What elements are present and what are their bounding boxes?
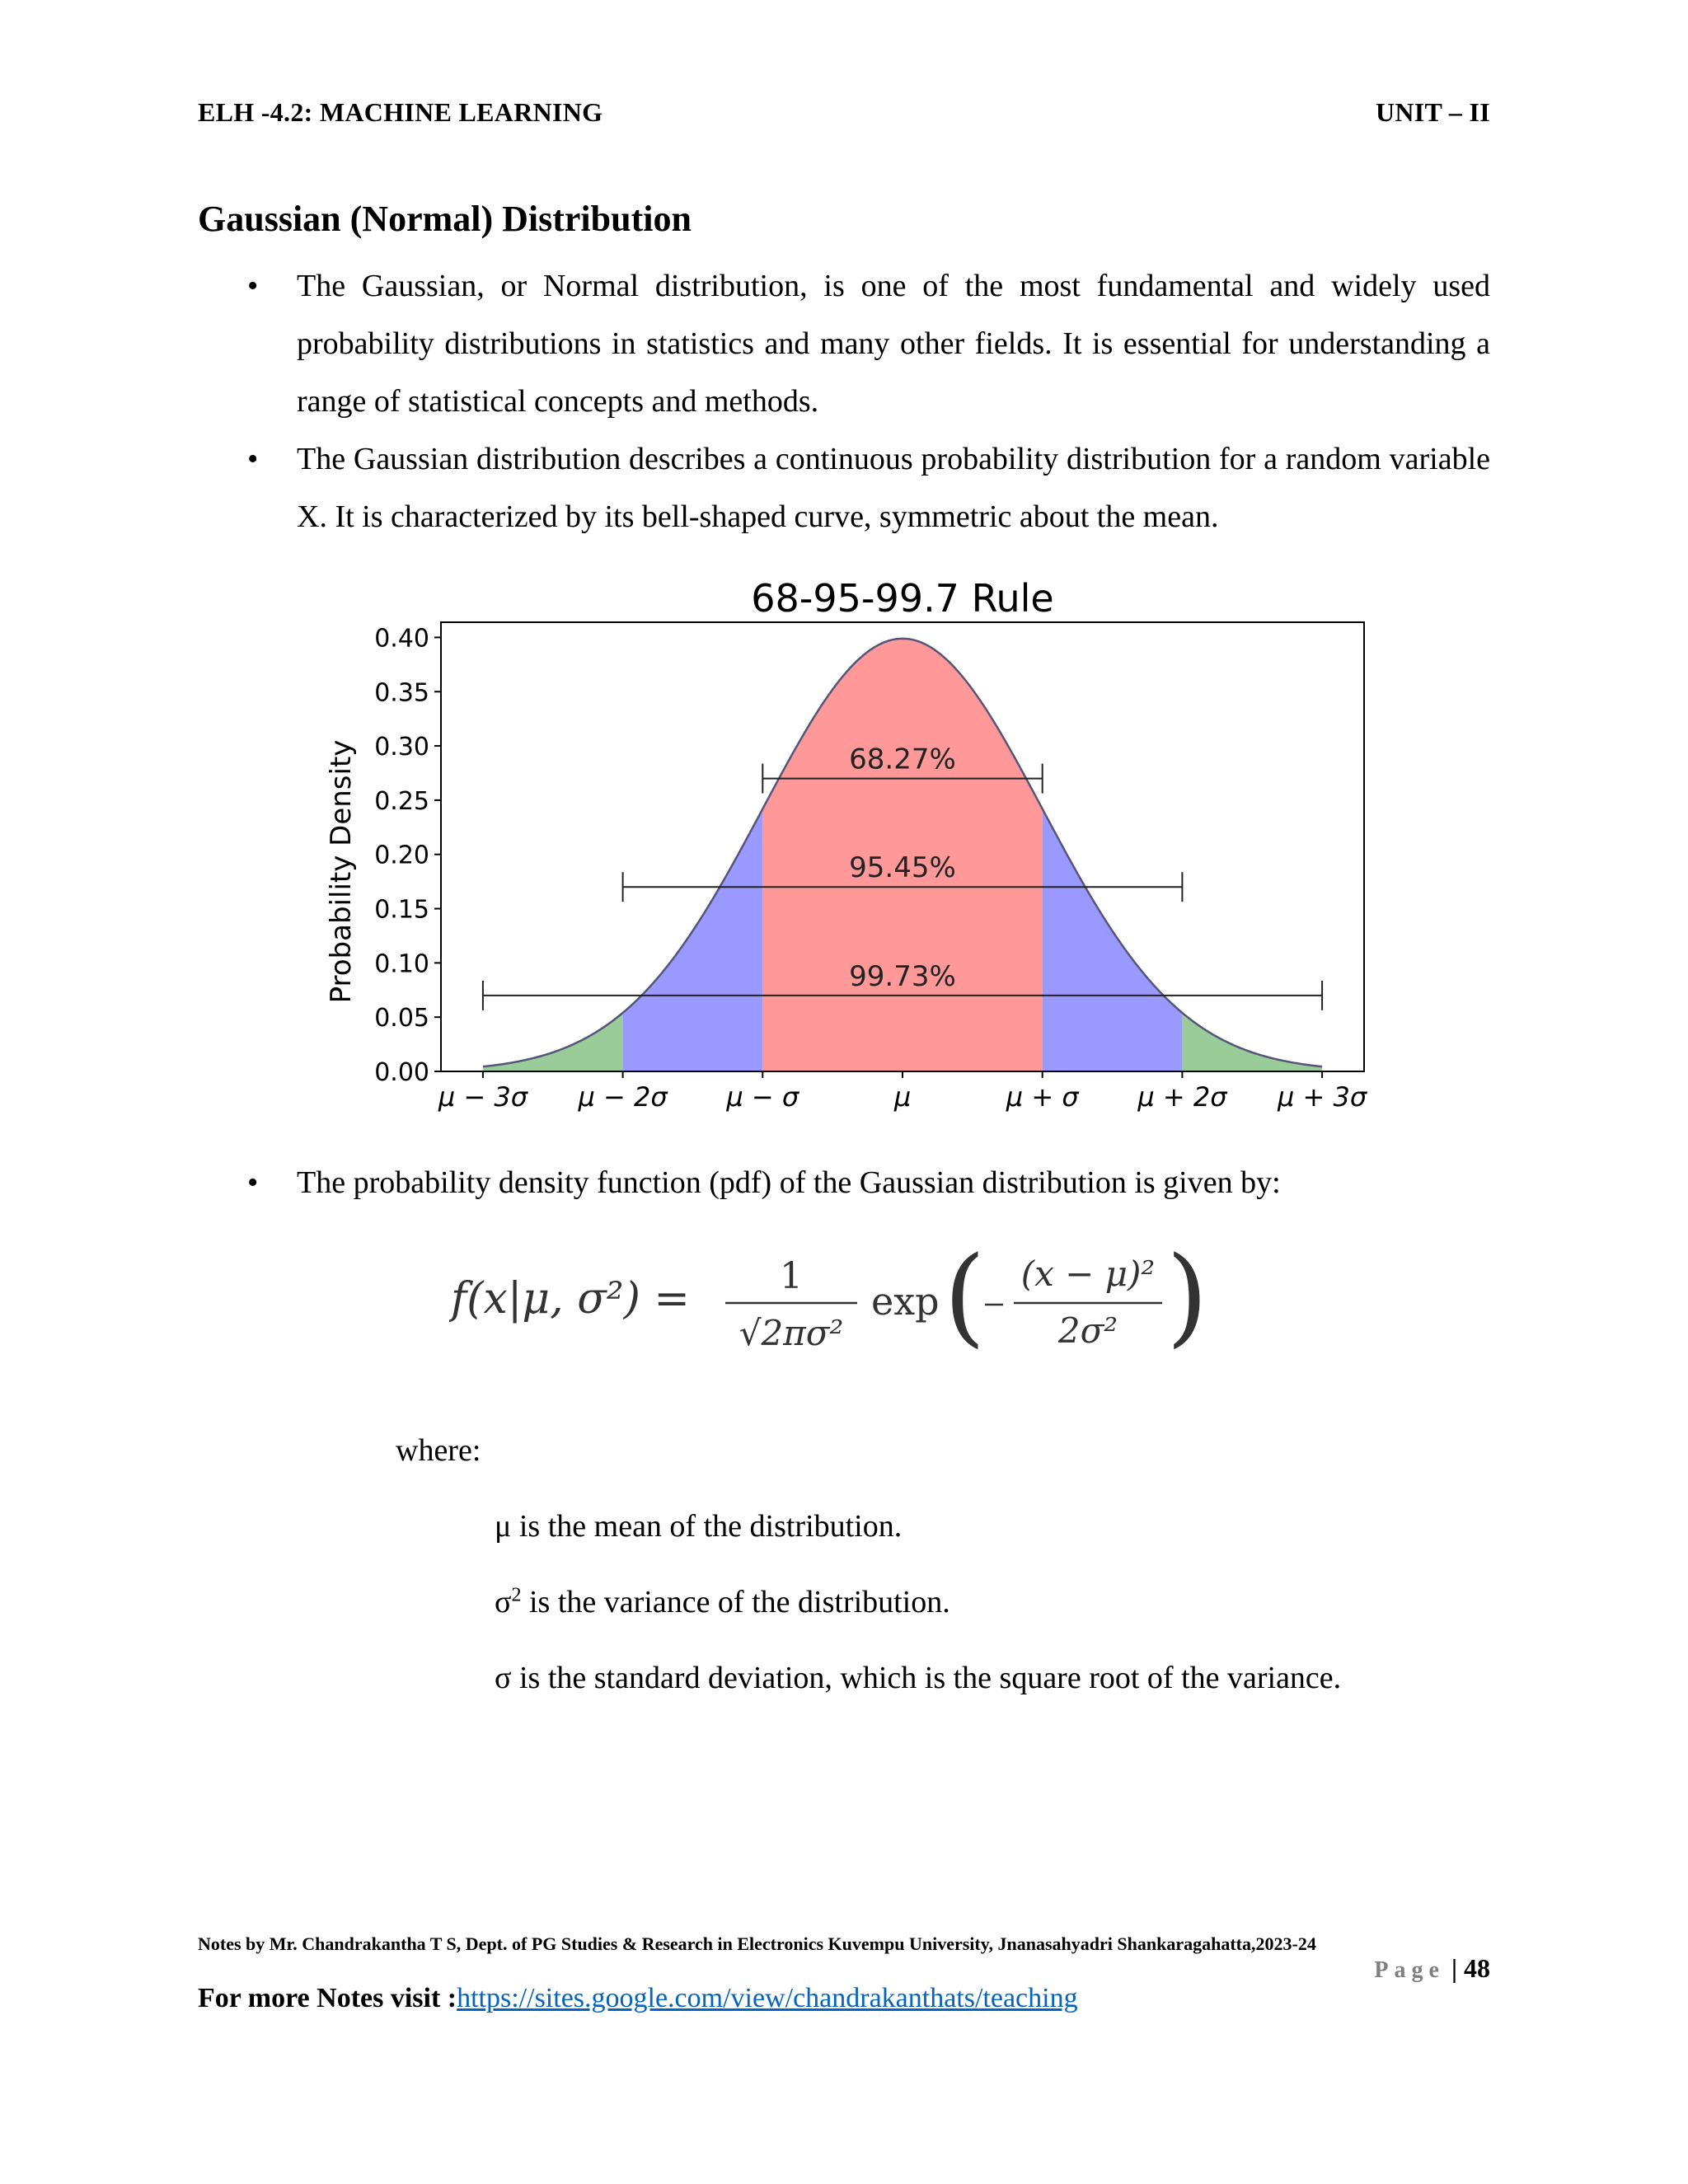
bullet-text: The Gaussian distribution describes a continuous probability distribution for a random variable X. It is characterized by its bell-shaped curve, symmetric about the mean.: [297, 442, 1490, 534]
y-tick-label: 0.25: [374, 786, 429, 816]
shaded-region: [1182, 1013, 1322, 1071]
right-paren-icon: ): [1166, 1240, 1208, 1356]
chart-title: 68-95-99.7 Rule: [751, 576, 1054, 621]
y-tick-label: 0.20: [374, 841, 429, 870]
symbol: μ: [495, 1509, 512, 1544]
bullet-icon: •: [247, 269, 259, 303]
bullet-text: The probability density function (pdf) of the Gaussian distribution is given by:: [297, 1165, 1281, 1200]
y-tick-label: 0.15: [374, 895, 429, 925]
bullet-item: [198, 257, 1490, 430]
more-notes-line: [198, 1983, 1078, 2014]
page-label: Page: [1374, 1957, 1445, 1983]
definition-text: is the mean of the distribution.: [511, 1509, 903, 1544]
bullet-item: [198, 1154, 1490, 1212]
more-notes-prefix: For more Notes visit :: [198, 1983, 457, 2013]
interval-label: 95.45%: [849, 851, 956, 885]
normal-distribution-chart: [313, 569, 1385, 1129]
definition-std-dev: [495, 1660, 1341, 1696]
definition-mean: [495, 1508, 902, 1544]
interval-label: 99.73%: [849, 959, 956, 993]
y-axis-label: Probability Density: [325, 739, 358, 1004]
formula-exp: exp: [871, 1279, 940, 1324]
bullet-item: [198, 430, 1490, 546]
interval-label: 68.27%: [849, 743, 956, 776]
formula-inner-denominator: 2σ²: [1057, 1310, 1118, 1351]
formula-inner-numerator: (x − μ)²: [1020, 1254, 1156, 1294]
y-tick-label: 0.05: [374, 1004, 429, 1033]
x-tick-label: μ + 2σ: [1137, 1081, 1227, 1113]
x-tick-label: μ + σ: [1006, 1081, 1079, 1113]
bullet-icon: •: [247, 1165, 259, 1200]
definition-variance: [495, 1584, 950, 1620]
definition-text: is the standard deviation, which is the square root of the variance.: [511, 1661, 1342, 1695]
y-tick-label: 0.40: [374, 624, 429, 654]
bullet-text: The Gaussian, or Normal distribution, is one of the most fundamental and widely used probability distributions in statistics and many other fields. It is essential for understanding a range of statistical concepts and methods.: [297, 269, 1490, 419]
page-number: 48: [1464, 1953, 1490, 1983]
page-number-block: [1374, 1953, 1490, 1984]
where-label: where:: [396, 1433, 481, 1468]
definition-text: is the variance of the distribution.: [521, 1585, 950, 1619]
section-title: Gaussian (Normal) Distribution: [198, 199, 692, 239]
page-separator: |: [1444, 1953, 1464, 1983]
gaussian-pdf-formula: [449, 1240, 1240, 1356]
x-tick-label: μ − 3σ: [438, 1081, 528, 1113]
x-tick-label: μ + 3σ: [1278, 1081, 1367, 1113]
header-course-title: ELH -4.2: MACHINE LEARNING: [198, 97, 603, 127]
footer-notes: Notes by Mr. Chandrakantha T S, Dept. of PG Studies & Research in Electronics Kuvempu University, Jnanasahyadri Shankaragahatta,2023-24: [198, 1933, 1316, 1954]
y-tick-label: 0.30: [374, 733, 429, 762]
bullet-icon: •: [247, 442, 259, 476]
formula-lhs: f(x|μ, σ²) =: [451, 1274, 690, 1324]
header-unit: UNIT – II: [1375, 97, 1490, 127]
y-tick-label: 0.10: [374, 949, 429, 979]
shaded-region: [483, 1013, 623, 1071]
formula-numerator: 1: [780, 1255, 803, 1297]
x-tick-label: μ − 2σ: [578, 1081, 668, 1113]
y-tick-label: 0.00: [374, 1058, 429, 1087]
y-tick-label: 0.35: [374, 678, 429, 708]
x-tick-label: μ: [893, 1081, 912, 1113]
x-tick-label: μ − σ: [726, 1081, 799, 1113]
symbol: σ: [495, 1661, 512, 1695]
superscript: 2: [511, 1584, 522, 1606]
symbol: σ: [495, 1585, 512, 1619]
left-paren-icon: (: [944, 1240, 986, 1356]
formula-denominator: √2πσ²: [738, 1313, 844, 1353]
chart-svg: [313, 569, 1385, 1129]
more-notes-link[interactable]: https://sites.google.com/view/chandrakanthats/teaching: [457, 1983, 1078, 2013]
